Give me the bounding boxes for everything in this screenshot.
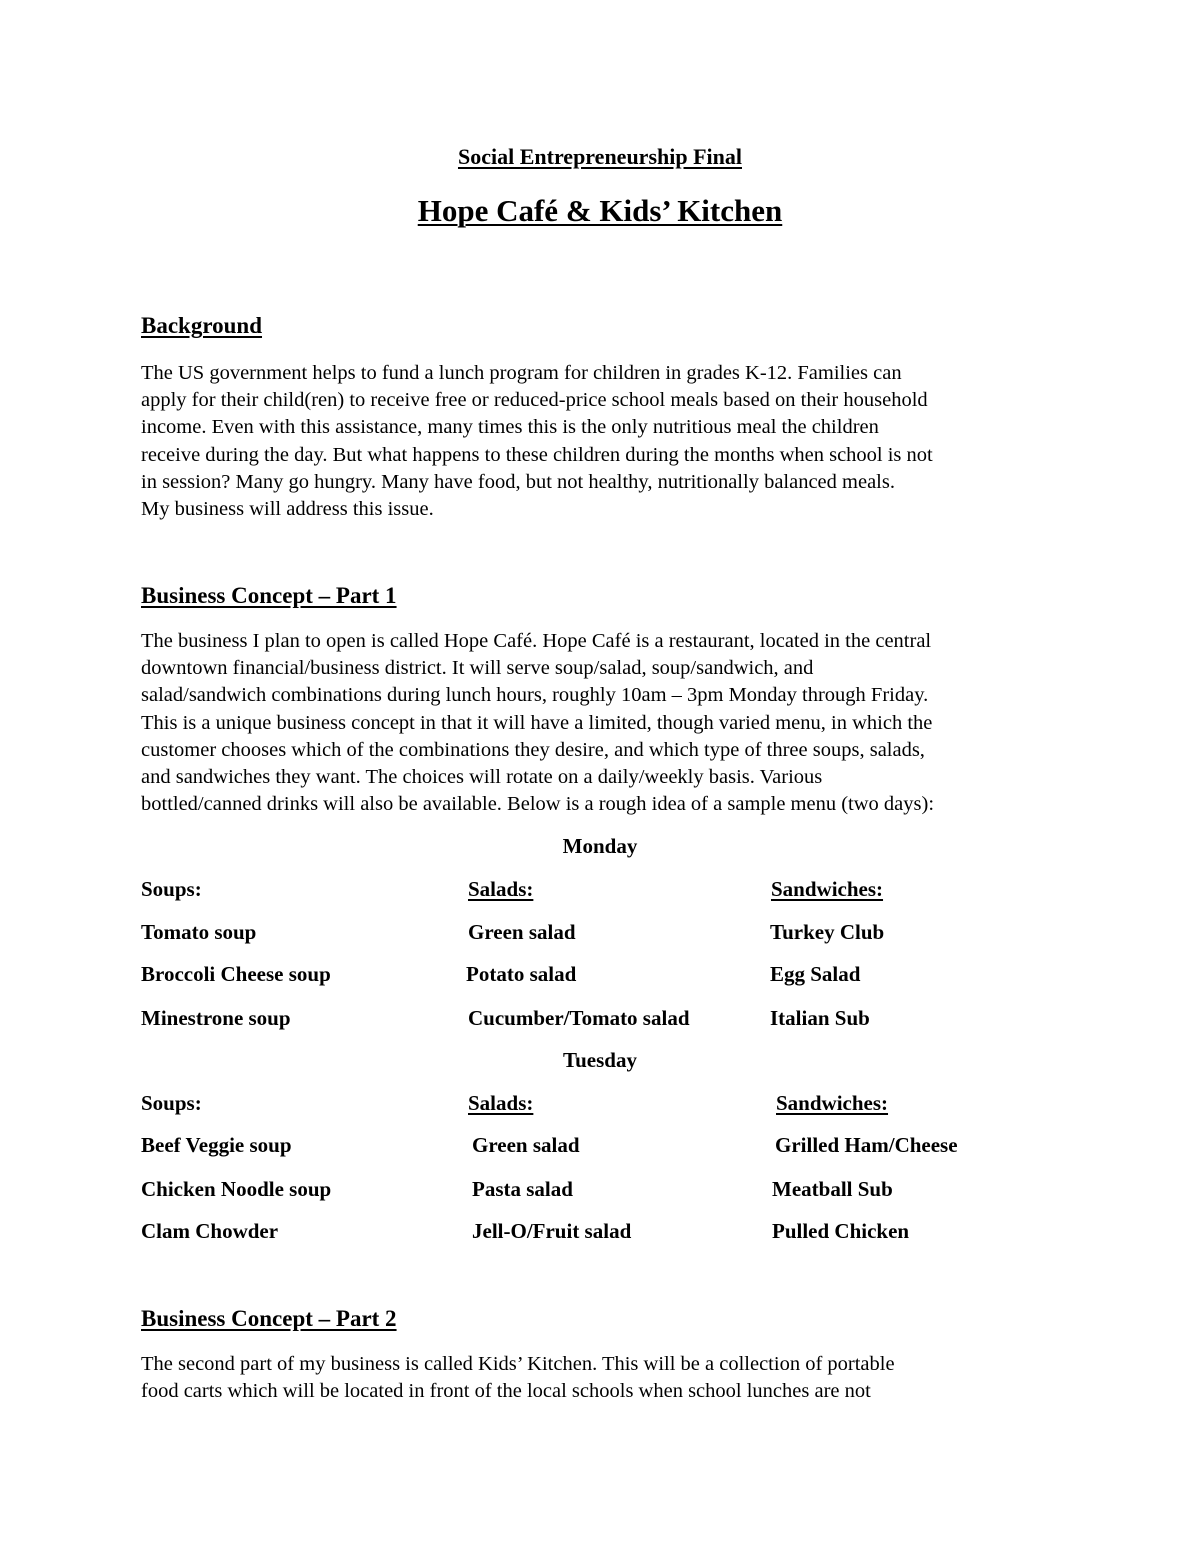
part2-heading: Business Concept – Part 2 (141, 1306, 397, 1331)
menu-day-tuesday: Tuesday (563, 1048, 637, 1072)
menu-header-soups: Soups: (141, 877, 202, 901)
menu-item: Italian Sub (770, 1006, 870, 1030)
menu-item: Jell-O/Fruit salad (472, 1219, 632, 1243)
menu-item: Meatball Sub (772, 1177, 893, 1201)
paragraph-line: The business I plan to open is called Hope Café. Hope Café is a restaurant, located in the central (141, 630, 932, 652)
paragraph-line: The second part of my business is called Kids’ Kitchen. This will be a collection of portable (141, 1353, 895, 1375)
paragraph-line: The US government helps to fund a lunch program for children in grades K-12. Families can (141, 362, 902, 384)
paragraph-line: customer chooses which of the combinations they desire, and which type of three soups, salads, (141, 738, 925, 761)
menu-item: Potato salad (466, 962, 577, 986)
menu-item: Egg Salad (770, 962, 861, 986)
menu-item: Tomato soup (141, 920, 257, 944)
menu-header-sandwiches: Sandwiches: (771, 877, 884, 901)
menu-item: Green salad (472, 1133, 580, 1157)
menu-item: Pulled Chicken (772, 1219, 910, 1243)
background-heading: Background (141, 313, 263, 338)
menu-item: Clam Chowder (141, 1219, 279, 1243)
paragraph-line: salad/sandwich combinations during lunch hours, roughly 10am – 3pm Monday through Friday. (141, 684, 929, 707)
menu-item: Green salad (468, 920, 576, 944)
paragraph-line: in session? Many go hungry. Many have food, but not healthy, nutritionally balanced meals. (141, 470, 895, 493)
menu-header-sandwiches: Sandwiches: (776, 1091, 889, 1115)
menu-item: Beef Veggie soup (141, 1133, 292, 1157)
menu-item: Turkey Club (770, 920, 885, 944)
paragraph-line: My business will address this issue. (141, 498, 434, 521)
paragraph-line: downtown financial/business district. It will serve soup/salad, soup/sandwich, and (141, 657, 814, 680)
menu-item: Cucumber/Tomato salad (468, 1006, 690, 1030)
menu-header-soups: Soups: (141, 1091, 202, 1115)
document-title: Hope Café & Kids’ Kitchen (417, 193, 783, 228)
menu-item: Minestrone soup (141, 1006, 291, 1030)
menu-item: Pasta salad (472, 1177, 573, 1201)
paragraph-line: bottled/canned drinks will also be available. Below is a rough idea of a sample menu (two days): (141, 793, 935, 816)
paragraph-line: receive during the day. But what happens to these children during the months when school is not (141, 443, 933, 466)
part2-paragraph (141, 1351, 1081, 1405)
part1-paragraph (141, 628, 1081, 818)
paragraph-line: This is a unique business concept in that it will have a limited, though varied menu, in which the (141, 711, 933, 734)
paragraph-line: food carts which will be located in front of the local schools when school lunches are not (141, 1380, 871, 1403)
part1-heading: Business Concept – Part 1 (141, 583, 397, 608)
menu-item: Chicken Noodle soup (141, 1177, 332, 1201)
paragraph-line: apply for their child(ren) to receive free or reduced-price school meals based on their household (141, 389, 928, 412)
paragraph-line: and sandwiches they want. The choices will rotate on a daily/weekly basis. Various (141, 766, 823, 789)
paragraph-line: income. Even with this assistance, many times this is the only nutritious meal the children (141, 416, 879, 439)
menu-header-salads: Salads: (468, 1091, 534, 1115)
menu-item: Grilled Ham/Cheese (775, 1133, 958, 1157)
menu-item: Broccoli Cheese soup (141, 962, 331, 986)
course-title: Social Entrepreneurship Final (457, 144, 742, 169)
menu-header-salads: Salads: (468, 877, 534, 901)
menu-day-monday: Monday (562, 834, 638, 858)
background-paragraph (141, 360, 1081, 523)
